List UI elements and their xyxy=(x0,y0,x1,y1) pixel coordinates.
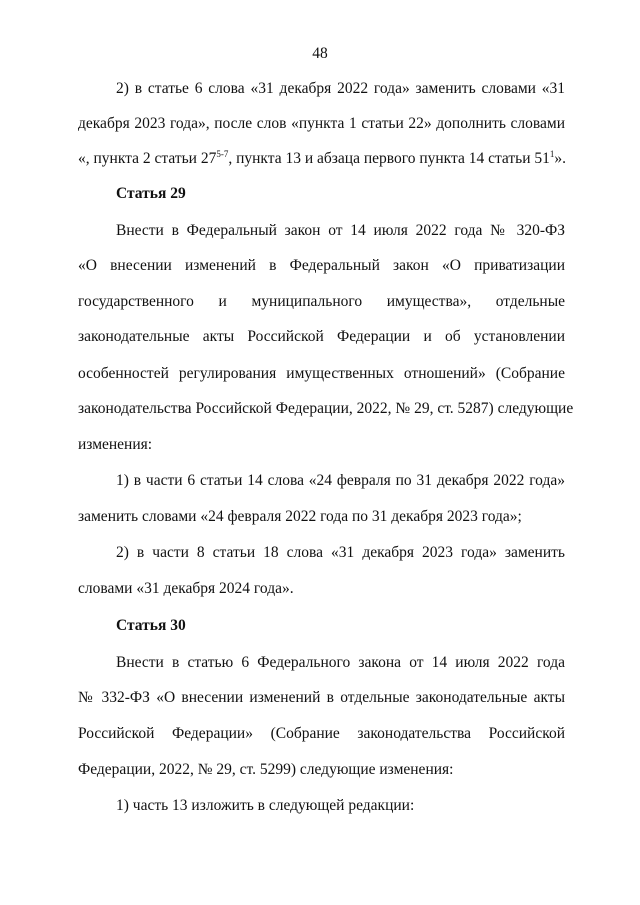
text-line: законодательства Российской Федерации, 2022, № 29, ст. 5287) следующие xyxy=(78,400,574,417)
text-line: изменения: xyxy=(78,436,153,453)
text-fragment: «, пункта 2 статьи 27 xyxy=(78,150,217,167)
page-number: 48 xyxy=(312,45,328,62)
text-fragment: ». xyxy=(554,150,567,167)
text-line: Российской Федерации» (Собрание законодательства Российской xyxy=(78,725,565,742)
text-line: № 332-ФЗ «О внесении изменений в отдельные законодательные акты xyxy=(78,689,565,706)
article-heading: Статья 30 xyxy=(116,617,186,634)
text-line: Внести в Федеральный закон от 14 июля 2022 года № 320-ФЗ xyxy=(116,222,565,239)
text-line: декабря 2023 года», после слов «пункта 1 статьи 22» дополнить словами xyxy=(78,115,565,132)
text-line: 1) в части 6 статьи 14 слова «24 февраля по 31 декабря 2022 года» xyxy=(116,472,565,489)
text-line: 2) в статье 6 слова «31 декабря 2022 года» заменить словами «31 xyxy=(116,80,565,97)
text-fragment: , пункта 13 и абзаца первого пункта 14 статьи 51 xyxy=(228,150,550,167)
text-line: 2) в части 8 статьи 18 слова «31 декабря 2023 года» заменить xyxy=(116,544,565,561)
text-line: заменить словами «24 февраля 2022 года по 31 декабря 2023 года»; xyxy=(78,508,522,525)
superscript: 5-7 xyxy=(216,148,229,159)
text-line: государственного и муниципального имущества», отдельные xyxy=(78,293,565,310)
text-line: 1) часть 13 изложить в следующей редакции: xyxy=(116,797,415,814)
text-line: Федерации, 2022, № 29, ст. 5299) следующие изменения: xyxy=(78,761,454,778)
text-line xyxy=(78,149,565,169)
text-line: Внести в статью 6 Федерального закона от 14 июля 2022 года xyxy=(116,654,565,671)
text-line: особенностей регулирования имущественных отношений» (Собрание xyxy=(78,365,565,382)
article-heading: Статья 29 xyxy=(116,185,186,202)
text-line: словами «31 декабря 2024 года». xyxy=(78,580,294,597)
text-line: «О внесении изменений в Федеральный закон «О приватизации xyxy=(78,257,565,274)
superscript: 1 xyxy=(549,148,555,159)
text-line: законодательные акты Российской Федерации и об установлении xyxy=(78,328,565,345)
